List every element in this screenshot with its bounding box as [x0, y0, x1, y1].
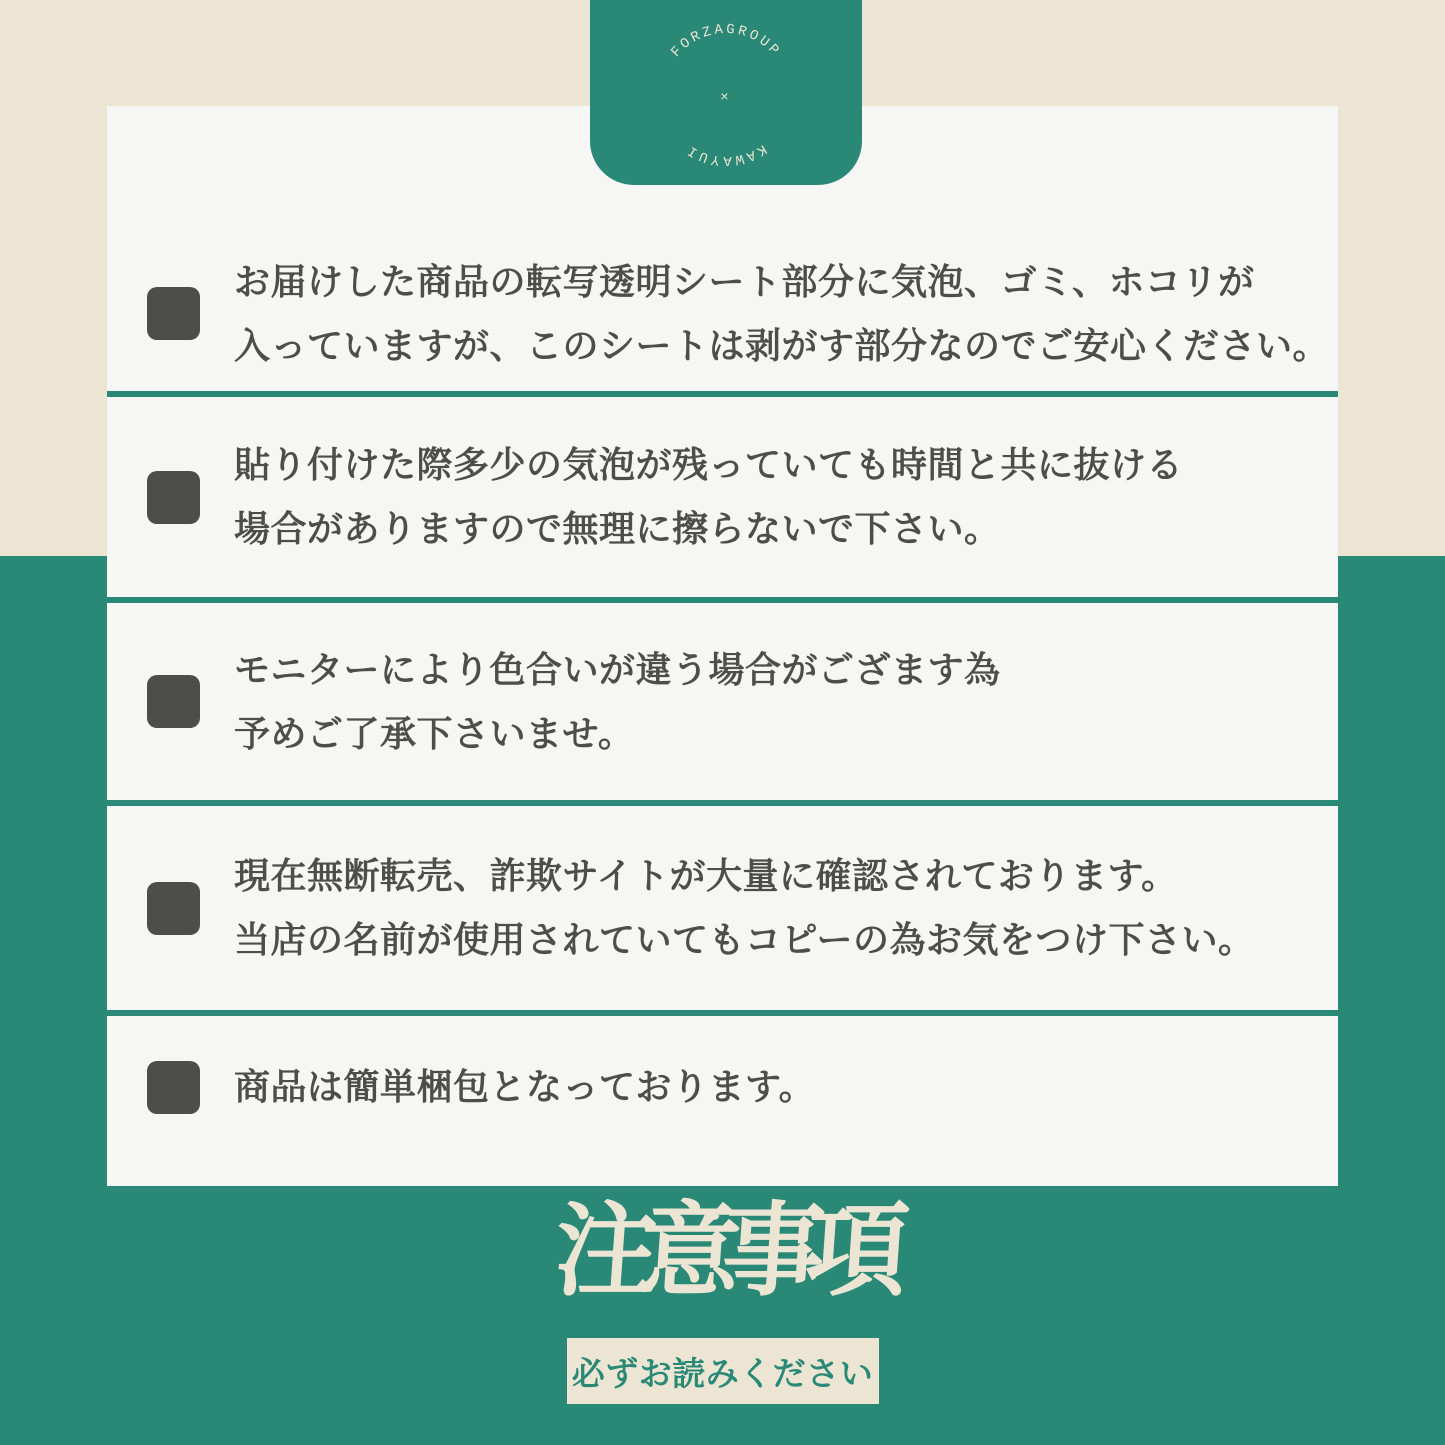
bullet-square-icon	[147, 1061, 200, 1114]
notice-panel	[107, 106, 1338, 1186]
notice-box	[107, 806, 1338, 1010]
notice-text-line: 場合がありますので無理に擦らないで下さい。	[234, 508, 1001, 549]
notice-text-line: 商品は簡単梱包となっております。	[234, 1066, 816, 1107]
brand-logo-circular-text	[590, 0, 862, 185]
bullet-square-icon	[147, 882, 200, 935]
notice-text	[234, 1055, 815, 1119]
notice-box	[107, 603, 1338, 800]
must-read-banner	[567, 1338, 879, 1404]
notice-text-line: 当店の名前が使用されていてもコピーの為お気をつけ下さい。	[234, 919, 1255, 960]
page-title: 注意事項	[551, 1194, 894, 1308]
notice-text	[234, 250, 1329, 378]
bullet-square-icon	[147, 675, 200, 728]
brand-name-top: FORZAGROUP	[668, 21, 784, 61]
svg-text:KAWAYUI	[683, 141, 769, 168]
bullet-square-icon	[147, 471, 200, 524]
bullet-square-icon	[147, 287, 200, 340]
notice-text	[234, 433, 1183, 561]
notice-text-line: お届けした商品の転写透明シート部分に気泡、ゴミ、ホコリが	[234, 260, 1255, 302]
notice-text	[234, 844, 1255, 972]
svg-text:FORZAGROUP	[668, 22, 783, 61]
notice-text-line: 予めご了承下さいませ。	[234, 712, 635, 754]
brand-badge	[590, 0, 862, 185]
brand-x-separator: ×	[720, 90, 732, 106]
notice-box	[107, 397, 1338, 597]
notice-box	[107, 1016, 1338, 1186]
notice-text-line: 貼り付けた際多少の気泡が残っていても時間と共に抜ける	[234, 444, 1184, 485]
notice-text-line: モニターにより色合いが違う場合がござます為	[234, 648, 1001, 690]
notice-text-line: 現在無断転売、詐欺サイトが大量に確認されております。	[234, 855, 1178, 896]
brand-name-bottom: KAWAYUI	[682, 140, 770, 169]
notice-text-line: 入っていますが、このシートは剥がす部分なのでご安心ください。	[234, 324, 1330, 366]
must-read-label: 必ずお読みください	[571, 1354, 874, 1392]
notice-text	[234, 638, 1001, 766]
